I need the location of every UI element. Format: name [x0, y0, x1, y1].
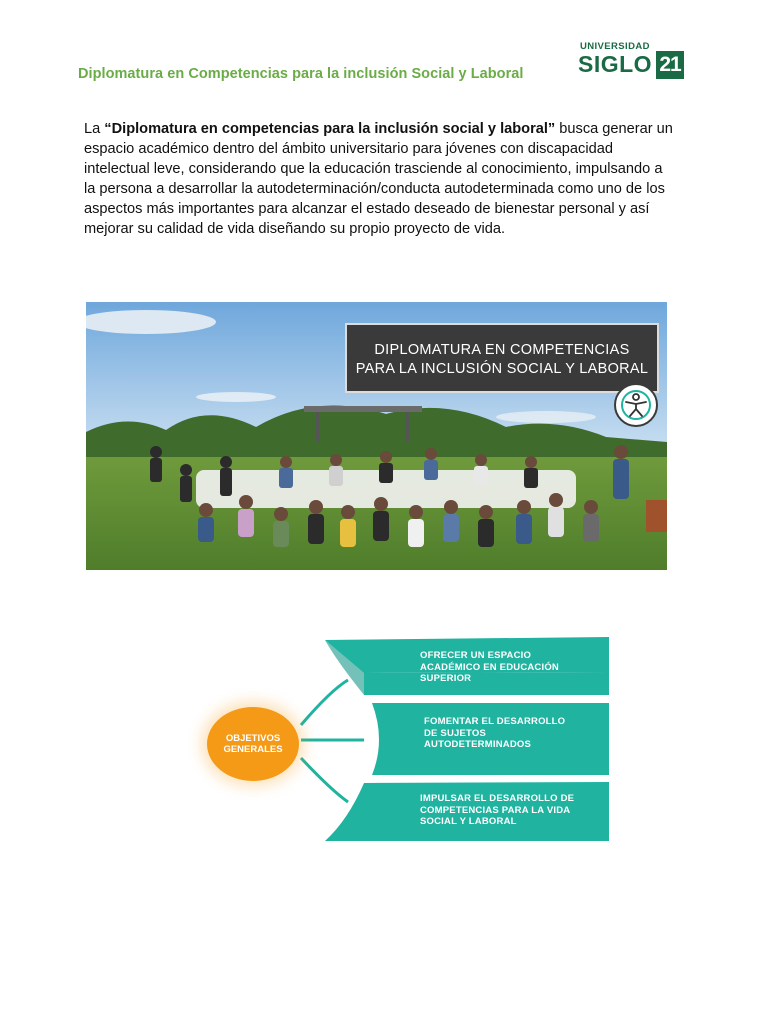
objective-1-line-1: OFRECER UN ESPACIO	[420, 650, 532, 661]
accessibility-icon	[614, 383, 658, 427]
intro-prefix: La	[84, 121, 105, 137]
photo-banner-line-2: PARA LA INCLUSIÓN SOCIAL Y LABORAL	[355, 361, 649, 377]
intro-paragraph	[84, 119, 674, 239]
intro-highlight: “Diplomatura en competencias para la inclusión social y laboral”	[104, 121, 556, 137]
objectives-center-circle	[207, 707, 299, 781]
objectives-diagram	[86, 630, 646, 845]
university-logo	[578, 41, 688, 81]
objective-2-line-3: AUTODETERMINADOS	[424, 739, 531, 750]
objective-3-line-3: SOCIAL Y LABORAL	[420, 816, 517, 827]
objective-1-text	[420, 650, 559, 685]
objective-3-line-1: IMPULSAR EL DESARROLLO DE	[420, 793, 575, 804]
objective-1-line-2: ACADÉMICO EN EDUCACIÓN	[420, 661, 559, 673]
document-header-title: Diplomatura en Competencias para la inclusión Social y Laboral	[78, 66, 524, 82]
objective-1-line-3: SUPERIOR	[420, 673, 472, 684]
objective-3-line-2: COMPETENCIAS PARA LA VIDA	[420, 804, 571, 816]
logo-number-box: 21	[656, 51, 684, 79]
objective-2-line-1: FOMENTAR EL DESARROLLO	[424, 716, 566, 727]
photo-banner	[345, 323, 659, 393]
objectives-center-line-2: GENERALES	[223, 744, 283, 755]
objectives-center-line-1: OBJETIVOS	[225, 733, 281, 744]
logo-siglo-label: SIGLO	[578, 51, 653, 77]
logo-university-label: UNIVERSIDAD	[580, 41, 650, 52]
group-photo	[86, 302, 667, 570]
objective-3-text	[420, 793, 574, 828]
intro-body: busca generar un espacio académico dentro del ámbito universitario para jóvenes con discapacidad intelectual leve, considerando que la educación trasciende al conocimiento, impulsando a la persona a desarrollar la autodeterminación/conducta autodeterminada como uno de los aspectos más importantes para alcanzar el estado deseado de bienestar personal y así mejorar su calidad de vida diseñando su propio proyecto de vida.	[84, 121, 673, 237]
objective-2-text	[424, 716, 565, 751]
photo-banner-line-1: DIPLOMATURA EN COMPETENCIAS	[374, 342, 630, 358]
objective-2-line-2: DE SUJETOS	[424, 727, 487, 739]
